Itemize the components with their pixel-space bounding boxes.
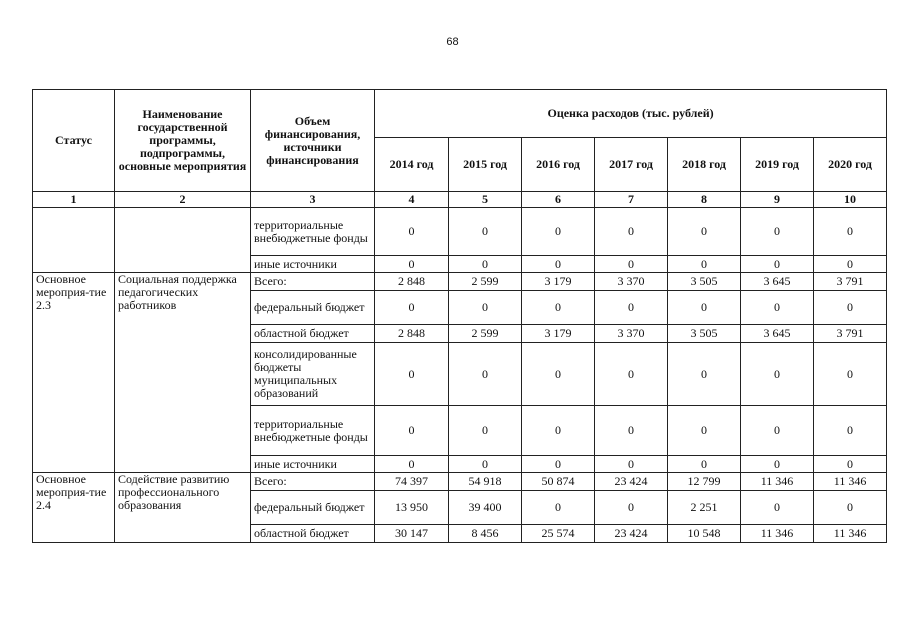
value-cell: 0 (449, 291, 522, 325)
column-number: 6 (522, 192, 595, 208)
column-number: 7 (595, 192, 668, 208)
funding-source-cell: иные источники (251, 256, 375, 273)
funding-source-cell: федеральный бюджет (251, 291, 375, 325)
header-year: 2017 год (595, 138, 668, 192)
column-number: 2 (115, 192, 251, 208)
value-cell: 0 (375, 406, 449, 456)
value-cell: 0 (522, 291, 595, 325)
value-cell: 3 179 (522, 325, 595, 343)
value-cell: 2 848 (375, 325, 449, 343)
header-year: 2014 год (375, 138, 449, 192)
value-cell: 25 574 (522, 525, 595, 543)
value-cell: 0 (522, 256, 595, 273)
value-cell: 0 (375, 256, 449, 273)
value-cell: 8 456 (449, 525, 522, 543)
value-cell: 11 346 (741, 525, 814, 543)
value-cell: 0 (814, 406, 887, 456)
funding-source-cell: территориальные внебюджетные фонды (251, 406, 375, 456)
value-cell: 0 (375, 291, 449, 325)
value-cell: 2 599 (449, 273, 522, 291)
program-name-cell: Содействие развитию профессионального образования (115, 473, 251, 543)
header-year: 2019 год (741, 138, 814, 192)
value-cell: 0 (449, 208, 522, 256)
value-cell: 3 370 (595, 273, 668, 291)
value-cell: 0 (595, 406, 668, 456)
value-cell: 0 (522, 343, 595, 406)
value-cell: 3 645 (741, 325, 814, 343)
value-cell: 0 (449, 406, 522, 456)
funding-source-cell: областной бюджет (251, 325, 375, 343)
value-cell: 0 (595, 291, 668, 325)
value-cell: 0 (375, 456, 449, 473)
value-cell: 2 848 (375, 273, 449, 291)
column-number: 5 (449, 192, 522, 208)
value-cell: 0 (595, 208, 668, 256)
value-cell: 3 179 (522, 273, 595, 291)
value-cell: 0 (668, 343, 741, 406)
funding-source-cell: иные источники (251, 456, 375, 473)
column-number: 9 (741, 192, 814, 208)
table-row (33, 208, 887, 256)
value-cell: 0 (449, 456, 522, 473)
program-name-cell: Социальная поддержка педагогических работников (115, 273, 251, 473)
value-cell: 0 (741, 491, 814, 525)
value-cell: 0 (741, 291, 814, 325)
value-cell: 0 (814, 256, 887, 273)
value-cell: 54 918 (449, 473, 522, 491)
status-cell (33, 208, 115, 273)
status-cell: Основное мероприя-тие 2.3 (33, 273, 115, 473)
value-cell: 30 147 (375, 525, 449, 543)
value-cell: 0 (595, 456, 668, 473)
value-cell: 0 (668, 208, 741, 256)
value-cell: 74 397 (375, 473, 449, 491)
value-cell: 11 346 (814, 525, 887, 543)
funding-source-cell: консолидированные бюджеты муниципальных образований (251, 343, 375, 406)
table-row (33, 473, 887, 491)
value-cell: 3 791 (814, 273, 887, 291)
table-row (33, 273, 887, 291)
value-cell: 0 (668, 256, 741, 273)
funding-source-cell: федеральный бюджет (251, 491, 375, 525)
value-cell: 0 (595, 256, 668, 273)
value-cell: 0 (595, 343, 668, 406)
value-cell: 12 799 (668, 473, 741, 491)
funding-source-cell: территориальные внебюджетные фонды (251, 208, 375, 256)
value-cell: 0 (449, 256, 522, 273)
value-cell: 3 505 (668, 273, 741, 291)
value-cell: 0 (741, 343, 814, 406)
value-cell: 0 (741, 406, 814, 456)
value-cell: 3 645 (741, 273, 814, 291)
value-cell: 2 251 (668, 491, 741, 525)
value-cell: 0 (741, 456, 814, 473)
status-cell: Основное мероприя-тие 2.4 (33, 473, 115, 543)
budget-table (32, 89, 887, 543)
column-number: 10 (814, 192, 887, 208)
value-cell: 3 505 (668, 325, 741, 343)
table-body (33, 208, 887, 543)
value-cell: 11 346 (814, 473, 887, 491)
value-cell: 50 874 (522, 473, 595, 491)
value-cell: 0 (741, 208, 814, 256)
header-year: 2016 год (522, 138, 595, 192)
value-cell: 2 599 (449, 325, 522, 343)
header-year: 2015 год (449, 138, 522, 192)
value-cell: 0 (814, 343, 887, 406)
value-cell: 0 (375, 208, 449, 256)
value-cell: 23 424 (595, 525, 668, 543)
header-estimate: Оценка расходов (тыс. рублей) (375, 90, 887, 138)
value-cell: 0 (522, 208, 595, 256)
header-year: 2020 год (814, 138, 887, 192)
page-number: 68 (446, 36, 459, 48)
column-number: 1 (33, 192, 115, 208)
value-cell: 0 (814, 208, 887, 256)
value-cell: 0 (668, 291, 741, 325)
value-cell: 0 (814, 291, 887, 325)
column-number: 3 (251, 192, 375, 208)
value-cell: 3 370 (595, 325, 668, 343)
value-cell: 0 (741, 256, 814, 273)
value-cell: 0 (668, 406, 741, 456)
program-name-cell (115, 208, 251, 273)
column-number: 8 (668, 192, 741, 208)
header-program-name: Наименование государственной программы, подпрограммы, основные мероприятия (115, 90, 251, 192)
value-cell: 39 400 (449, 491, 522, 525)
column-number-row (33, 192, 887, 208)
funding-source-cell: областной бюджет (251, 525, 375, 543)
header-status: Статус (33, 90, 115, 192)
column-number: 4 (375, 192, 449, 208)
value-cell: 13 950 (375, 491, 449, 525)
value-cell: 0 (814, 456, 887, 473)
value-cell: 0 (668, 456, 741, 473)
value-cell: 10 548 (668, 525, 741, 543)
header-year: 2018 год (668, 138, 741, 192)
value-cell: 11 346 (741, 473, 814, 491)
value-cell: 23 424 (595, 473, 668, 491)
value-cell: 0 (522, 456, 595, 473)
value-cell: 0 (814, 491, 887, 525)
header-funding: Объем финансирования, источники финансирования (251, 90, 375, 192)
value-cell: 0 (522, 491, 595, 525)
funding-source-cell: Всего: (251, 273, 375, 291)
value-cell: 0 (522, 406, 595, 456)
value-cell: 3 791 (814, 325, 887, 343)
value-cell: 0 (375, 343, 449, 406)
value-cell: 0 (595, 491, 668, 525)
value-cell: 0 (449, 343, 522, 406)
funding-source-cell: Всего: (251, 473, 375, 491)
